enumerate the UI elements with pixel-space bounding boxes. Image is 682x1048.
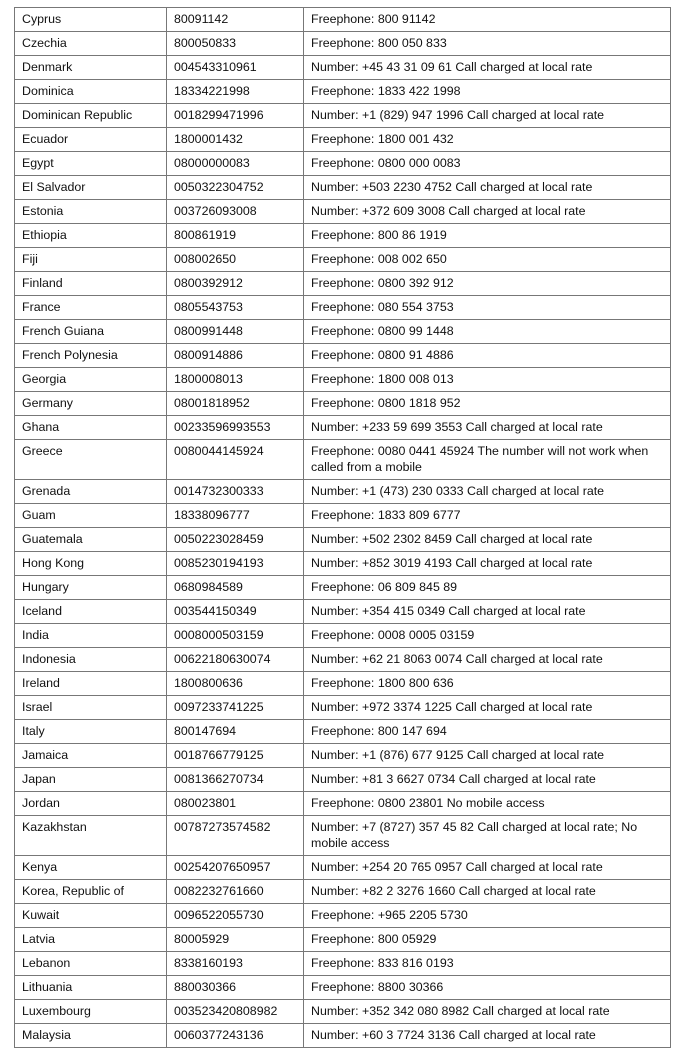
country-cell: Kazakhstan xyxy=(15,816,167,856)
phone-info-cell: Freephone: 06 809 845 89 xyxy=(304,576,671,600)
country-cell: Egypt xyxy=(15,152,167,176)
dial-number-cell: 0097233741225 xyxy=(167,696,304,720)
country-cell: Finland xyxy=(15,272,167,296)
table-row xyxy=(15,976,671,1000)
phone-number-table xyxy=(14,7,671,1048)
phone-info-cell: Number: +354 415 0349 Call charged at local rate xyxy=(304,600,671,624)
dial-number-cell: 004543310961 xyxy=(167,56,304,80)
phone-info-cell: Number: +82 2 3276 1660 Call charged at local rate xyxy=(304,880,671,904)
dial-number-cell: 880030366 xyxy=(167,976,304,1000)
dial-number-cell: 080023801 xyxy=(167,792,304,816)
country-cell: Cyprus xyxy=(15,8,167,32)
country-cell: Jordan xyxy=(15,792,167,816)
dial-number-cell: 18334221998 xyxy=(167,80,304,104)
dial-number-cell: 80005929 xyxy=(167,928,304,952)
table-row xyxy=(15,344,671,368)
table-row xyxy=(15,80,671,104)
phone-info-cell: Freephone: 1833 422 1998 xyxy=(304,80,671,104)
country-cell: Hong Kong xyxy=(15,552,167,576)
phone-info-cell: Number: +372 609 3008 Call charged at local rate xyxy=(304,200,671,224)
phone-info-cell: Number: +233 59 699 3553 Call charged at local rate xyxy=(304,416,671,440)
country-cell: Ecuador xyxy=(15,128,167,152)
table-row xyxy=(15,600,671,624)
country-cell: Georgia xyxy=(15,368,167,392)
country-cell: French Polynesia xyxy=(15,344,167,368)
phone-info-cell: Freephone: +965 2205 5730 xyxy=(304,904,671,928)
phone-info-cell: Freephone: 0080 0441 45924 The number will not work when called from a mobile xyxy=(304,440,671,480)
table-row xyxy=(15,416,671,440)
dial-number-cell: 1800800636 xyxy=(167,672,304,696)
dial-number-cell: 1800001432 xyxy=(167,128,304,152)
country-cell: Latvia xyxy=(15,928,167,952)
dial-number-cell: 0008000503159 xyxy=(167,624,304,648)
country-cell: Ethiopia xyxy=(15,224,167,248)
table-row xyxy=(15,296,671,320)
table-row xyxy=(15,320,671,344)
table-row xyxy=(15,856,671,880)
table-row xyxy=(15,128,671,152)
table-row xyxy=(15,816,671,856)
table-row xyxy=(15,32,671,56)
phone-info-cell: Freephone: 800 147 694 xyxy=(304,720,671,744)
dial-number-cell: 0018766779125 xyxy=(167,744,304,768)
phone-info-cell: Freephone: 0800 23801 No mobile access xyxy=(304,792,671,816)
dial-number-cell: 0085230194193 xyxy=(167,552,304,576)
table-row xyxy=(15,248,671,272)
dial-number-cell: 0800991448 xyxy=(167,320,304,344)
dial-number-cell: 0060377243136 xyxy=(167,1024,304,1048)
phone-info-cell: Freephone: 1800 008 013 xyxy=(304,368,671,392)
country-cell: Malaysia xyxy=(15,1024,167,1048)
phone-info-cell: Freephone: 833 816 0193 xyxy=(304,952,671,976)
country-cell: Germany xyxy=(15,392,167,416)
table-row xyxy=(15,880,671,904)
dial-number-cell: 0800392912 xyxy=(167,272,304,296)
country-cell: Hungary xyxy=(15,576,167,600)
country-cell: India xyxy=(15,624,167,648)
table-row xyxy=(15,928,671,952)
table-row xyxy=(15,8,671,32)
table-row xyxy=(15,1024,671,1048)
country-cell: Ireland xyxy=(15,672,167,696)
phone-info-cell: Number: +81 3 6627 0734 Call charged at local rate xyxy=(304,768,671,792)
table-row xyxy=(15,648,671,672)
country-cell: Luxembourg xyxy=(15,1000,167,1024)
table-row xyxy=(15,368,671,392)
dial-number-cell: 0096522055730 xyxy=(167,904,304,928)
country-cell: Dominican Republic xyxy=(15,104,167,128)
phone-info-cell: Number: +502 2302 8459 Call charged at local rate xyxy=(304,528,671,552)
table-row xyxy=(15,904,671,928)
country-cell: Iceland xyxy=(15,600,167,624)
phone-info-cell: Freephone: 0800 91 4886 xyxy=(304,344,671,368)
dial-number-cell: 800147694 xyxy=(167,720,304,744)
table-row xyxy=(15,720,671,744)
phone-info-cell: Number: +254 20 765 0957 Call charged at local rate xyxy=(304,856,671,880)
dial-number-cell: 8338160193 xyxy=(167,952,304,976)
table-row xyxy=(15,528,671,552)
dial-number-cell: 0050223028459 xyxy=(167,528,304,552)
country-cell: Estonia xyxy=(15,200,167,224)
phone-info-cell: Number: +45 43 31 09 61 Call charged at local rate xyxy=(304,56,671,80)
phone-info-cell: Freephone: 800 050 833 xyxy=(304,32,671,56)
table-row xyxy=(15,672,671,696)
country-cell: Israel xyxy=(15,696,167,720)
phone-info-cell: Number: +503 2230 4752 Call charged at local rate xyxy=(304,176,671,200)
table-row xyxy=(15,744,671,768)
phone-info-cell: Freephone: 0800 000 0083 xyxy=(304,152,671,176)
dial-number-cell: 1800008013 xyxy=(167,368,304,392)
table-row xyxy=(15,1000,671,1024)
phone-info-cell: Number: +62 21 8063 0074 Call charged at local rate xyxy=(304,648,671,672)
country-cell: French Guiana xyxy=(15,320,167,344)
dial-number-cell: 80091142 xyxy=(167,8,304,32)
country-cell: Jamaica xyxy=(15,744,167,768)
table-row xyxy=(15,504,671,528)
country-cell: Lithuania xyxy=(15,976,167,1000)
table-row xyxy=(15,440,671,480)
dial-number-cell: 003523420808982 xyxy=(167,1000,304,1024)
phone-info-cell: Number: +1 (473) 230 0333 Call charged at local rate xyxy=(304,480,671,504)
country-cell: Kuwait xyxy=(15,904,167,928)
phone-info-cell: Freephone: 1800 800 636 xyxy=(304,672,671,696)
dial-number-cell: 00233596993553 xyxy=(167,416,304,440)
phone-info-cell: Freephone: 0800 1818 952 xyxy=(304,392,671,416)
country-cell: France xyxy=(15,296,167,320)
phone-info-cell: Number: +352 342 080 8982 Call charged at local rate xyxy=(304,1000,671,1024)
dial-number-cell: 0081366270734 xyxy=(167,768,304,792)
phone-info-cell: Freephone: 1833 809 6777 xyxy=(304,504,671,528)
country-cell: El Salvador xyxy=(15,176,167,200)
dial-number-cell: 0014732300333 xyxy=(167,480,304,504)
dial-number-cell: 0050322304752 xyxy=(167,176,304,200)
country-cell: Greece xyxy=(15,440,167,480)
table-row xyxy=(15,480,671,504)
country-cell: Lebanon xyxy=(15,952,167,976)
table-row xyxy=(15,576,671,600)
table-row xyxy=(15,152,671,176)
phone-info-cell: Freephone: 800 86 1919 xyxy=(304,224,671,248)
table-row xyxy=(15,200,671,224)
table-row xyxy=(15,768,671,792)
country-cell: Guam xyxy=(15,504,167,528)
phone-info-cell: Freephone: 008 002 650 xyxy=(304,248,671,272)
dial-number-cell: 003544150349 xyxy=(167,600,304,624)
dial-number-cell: 08000000083 xyxy=(167,152,304,176)
phone-info-cell: Number: +7 (8727) 357 45 82 Call charged at local rate; No mobile access xyxy=(304,816,671,856)
country-cell: Fiji xyxy=(15,248,167,272)
country-cell: Korea, Republic of xyxy=(15,880,167,904)
table-row xyxy=(15,792,671,816)
dial-number-cell: 0018299471996 xyxy=(167,104,304,128)
phone-info-cell: Freephone: 0008 0005 03159 xyxy=(304,624,671,648)
phone-info-cell: Freephone: 800 91142 xyxy=(304,8,671,32)
table-row xyxy=(15,624,671,648)
phone-info-cell: Number: +1 (876) 677 9125 Call charged at local rate xyxy=(304,744,671,768)
table-row xyxy=(15,104,671,128)
table-row xyxy=(15,952,671,976)
dial-number-cell: 18338096777 xyxy=(167,504,304,528)
dial-number-cell: 0680984589 xyxy=(167,576,304,600)
phone-info-cell: Number: +972 3374 1225 Call charged at local rate xyxy=(304,696,671,720)
country-cell: Czechia xyxy=(15,32,167,56)
country-cell: Denmark xyxy=(15,56,167,80)
dial-number-cell: 800050833 xyxy=(167,32,304,56)
country-cell: Grenada xyxy=(15,480,167,504)
dial-number-cell: 0082232761660 xyxy=(167,880,304,904)
country-cell: Dominica xyxy=(15,80,167,104)
phone-info-cell: Freephone: 800 05929 xyxy=(304,928,671,952)
dial-number-cell: 08001818952 xyxy=(167,392,304,416)
dial-number-cell: 0805543753 xyxy=(167,296,304,320)
dial-number-cell: 003726093008 xyxy=(167,200,304,224)
country-cell: Ghana xyxy=(15,416,167,440)
country-cell: Japan xyxy=(15,768,167,792)
table-body xyxy=(15,8,671,1048)
dial-number-cell: 008002650 xyxy=(167,248,304,272)
table-row xyxy=(15,272,671,296)
phone-info-cell: Number: +60 3 7724 3136 Call charged at local rate xyxy=(304,1024,671,1048)
country-cell: Italy xyxy=(15,720,167,744)
phone-info-cell: Freephone: 080 554 3753 xyxy=(304,296,671,320)
phone-info-cell: Freephone: 0800 392 912 xyxy=(304,272,671,296)
phone-info-cell: Freephone: 0800 99 1448 xyxy=(304,320,671,344)
dial-number-cell: 00787273574582 xyxy=(167,816,304,856)
table-row xyxy=(15,392,671,416)
country-cell: Guatemala xyxy=(15,528,167,552)
table-row xyxy=(15,224,671,248)
phone-info-cell: Freephone: 1800 001 432 xyxy=(304,128,671,152)
country-cell: Kenya xyxy=(15,856,167,880)
phone-info-cell: Number: +1 (829) 947 1996 Call charged at local rate xyxy=(304,104,671,128)
table-row xyxy=(15,552,671,576)
table-row xyxy=(15,56,671,80)
table-row xyxy=(15,176,671,200)
dial-number-cell: 0080044145924 xyxy=(167,440,304,480)
dial-number-cell: 0800914886 xyxy=(167,344,304,368)
dial-number-cell: 00622180630074 xyxy=(167,648,304,672)
country-cell: Indonesia xyxy=(15,648,167,672)
table-row xyxy=(15,696,671,720)
dial-number-cell: 800861919 xyxy=(167,224,304,248)
phone-info-cell: Number: +852 3019 4193 Call charged at local rate xyxy=(304,552,671,576)
phone-info-cell: Freephone: 8800 30366 xyxy=(304,976,671,1000)
dial-number-cell: 00254207650957 xyxy=(167,856,304,880)
